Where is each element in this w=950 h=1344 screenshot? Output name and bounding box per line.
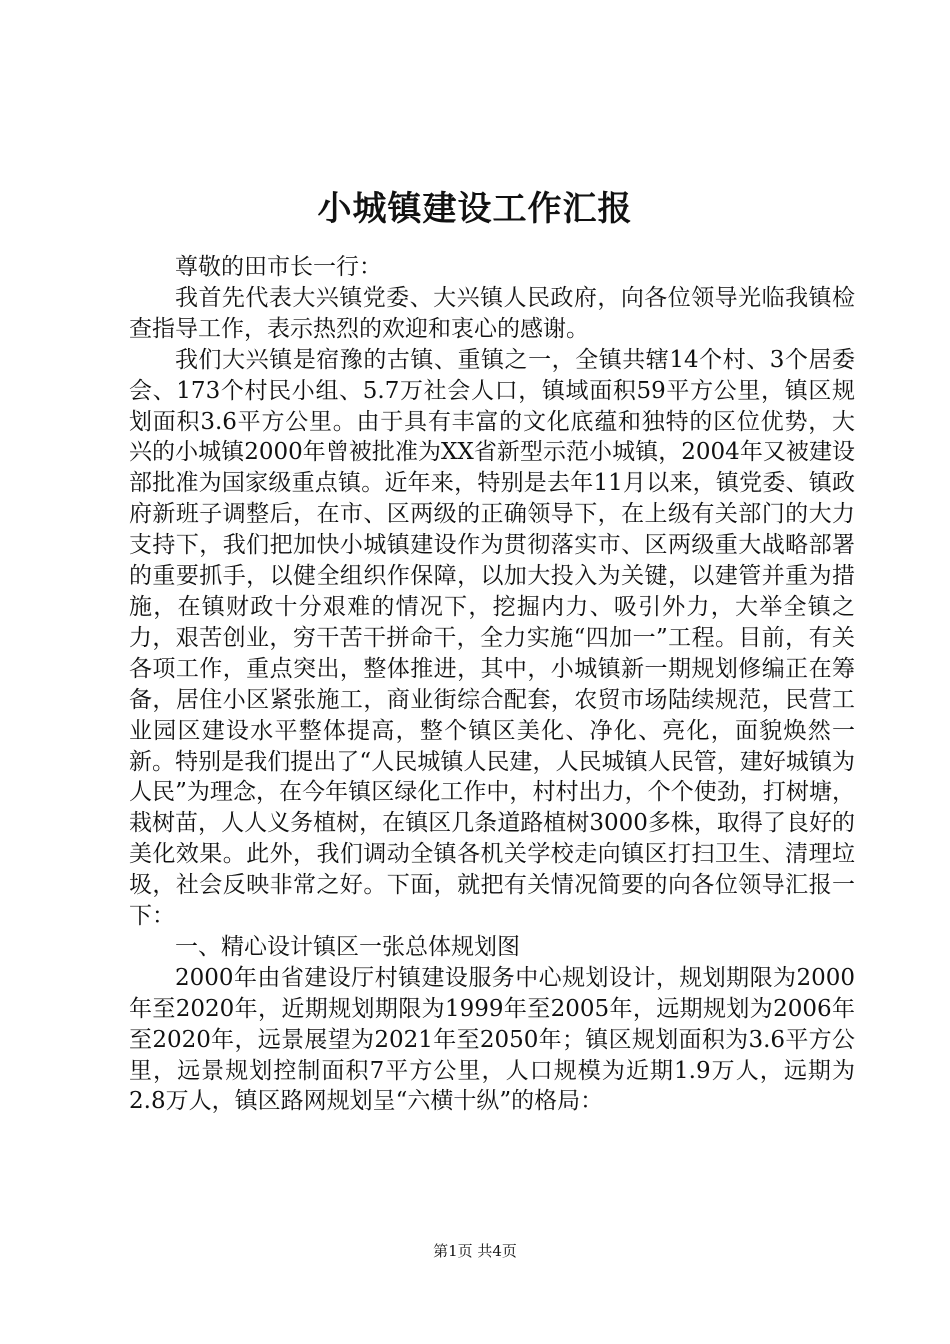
document-body [129, 252, 855, 1117]
overview-paragraph: 我们大兴镇是宿豫的古镇、重镇之一，全镇共辖14个村、3个居委会、173个村民小组、5.7万社会人口，镇域面积59平方公里，镇区规划面积3.6平方公里。由于具有丰富的文化底蕴和独特的区位优势，大兴的小城镇2000年曾被批准为XX省新型示范小城镇，2004年又被建设部批准为国家级重点镇。近年来，特别是去年11月以来，镇党委、镇政府新班子调整后，在市、区两级的正确领导下，在上级有关部门的大力支持下，我们把加快小城镇建设作为贯彻落实市、区两级重大战略部署的重要抓手，以健全组织作保障，以加大投入为关键，以建管并重为措施，在镇财政十分艰难的情况下，挖掘内力、吸引外力，大举全镇之力，艰苦创业，穷干苦干拼命干，全力实施“四加一”工程。目前，有关各项工作，重点突出，整体推进，其中，小城镇新一期规划修编正在筹备，居住小区紧张施工，商业街综合配套，农贸市场陆续规范，民营工业园区建设水平整体提高，整个镇区美化、净化、亮化，面貌焕然一新。特别是我们提出了“人民城镇人民建，人民城镇人民管，建好城镇为人民”为理念，在今年镇区绿化工作中，村村出力，个个使劲，打树塘，栽树苗，人人义务植树，在镇区几条道路植树3000多株，取得了良好的美化效果。此外，我们调动全镇各机关学校走向镇区打扫卫生、清理垃圾，社会反映非常之好。下面，就把有关情况简要的向各位领导汇报一下： [129, 346, 855, 930]
salutation-paragraph: 尊敬的田市长一行： [175, 254, 382, 280]
page-number-footer: 第1页 共4页 [433, 1242, 517, 1260]
welcome-paragraph: 我首先代表大兴镇党委、大兴镇人民政府，向各位领导光临我镇检查指导工作，表示热烈的欢迎和衷心的感谢。 [129, 284, 855, 342]
document-title: 小城镇建设工作汇报 [317, 189, 633, 229]
planning-paragraph: 2000年由省建设厅村镇建设服务中心规划设计，规划期限为2000年至2020年，近期规划期限为1999年至2005年，远期规划为2006年至2020年，远景展望为2021年至2050年；镇区规划面积为3.6平方公里，远景规划控制面积7平方公里，人口规模为近期1.9万人，远期为2.8万人，镇区路网规划呈“六横十纵”的格局： [129, 964, 855, 1115]
section-heading: 一、精心设计镇区一张总体规划图 [175, 933, 520, 960]
